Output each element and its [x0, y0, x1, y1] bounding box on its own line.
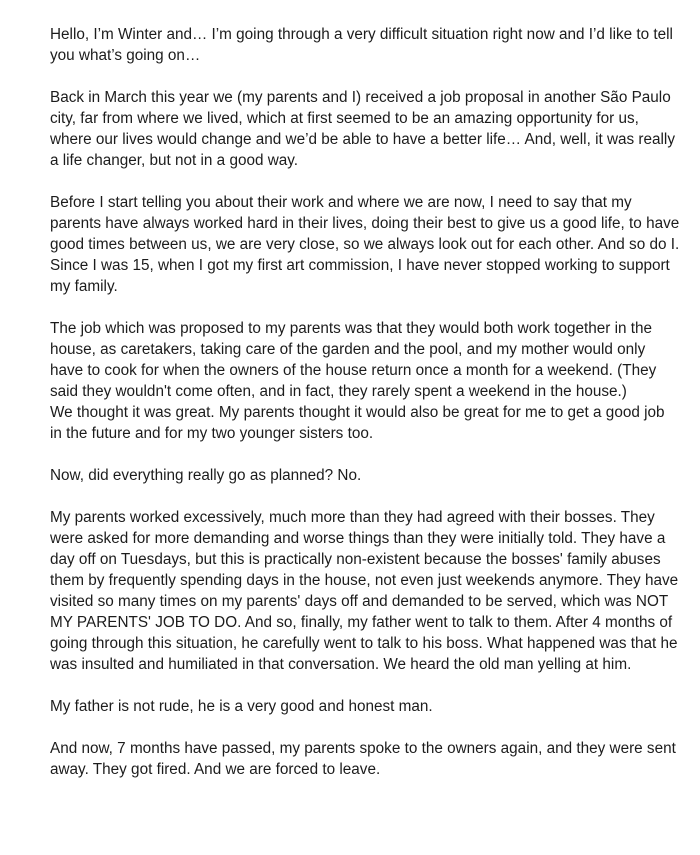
- post-body: [50, 24, 680, 801]
- paragraph-fired: And now, 7 months have passed, my parents spoke to the owners again, and they were sent away. They got fired. And we are forced to leave.: [50, 740, 676, 778]
- paragraph-thought-great: We thought it was great. My parents thought it would also be great for me to get a good job in the future and for my two younger sisters too.: [50, 404, 665, 442]
- paragraph-father: My father is not rude, he is a very good and honest man.: [50, 698, 433, 715]
- paragraph-intro: Hello, I’m Winter and… I’m going through a very difficult situation right now and I’d like to tell you what’s going on…: [50, 26, 673, 64]
- paragraph-overwork: My parents worked excessively, much more than they had agreed with their bosses. They were asked for more demanding and worse things than they were initially told. They have a day off on Tuesdays, but this is practically non-existent because the bosses' family abuses them by frequently spending days in the house, not even just weekends anymore. They have visited so many times on my parents' days off and demanded to be served, which was NOT MY PARENTS' JOB TO DO. And so, finally, my father went to talk to them. After 4 months of going through this situation, he carefully went to talk to his boss. What happened was that he was insulted and humiliated in that conversation. We heard the old man yelling at him.: [50, 509, 679, 673]
- paragraph-parents-background: Before I start telling you about their work and where we are now, I need to say that my parents have always worked hard in their lives, doing their best to give us a good life, to have good times between us, we are very close, so we always look out for each other. And so do I. Since I was 15, when I got my first art commission, I have never stopped working to support my family.: [50, 194, 680, 295]
- paragraph-job-description: The job which was proposed to my parents was that they would both work together in the house, as caretakers, taking care of the garden and the pool, and my mother would only have to cook for when the owners of the house return once a month for a weekend. (They said they wouldn't come often, and in fact, they rarely spent a weekend in the house.): [50, 320, 657, 400]
- paragraph-question: Now, did everything really go as planned? No.: [50, 467, 362, 484]
- paragraph-job-proposal: Back in March this year we (my parents and I) received a job proposal in another São Paulo city, far from where we lived, which at first seemed to be an amazing opportunity for us, where our lives would change and we’d be able to have a better life… And, well, it was really a life changer, but not in a good way.: [50, 89, 675, 169]
